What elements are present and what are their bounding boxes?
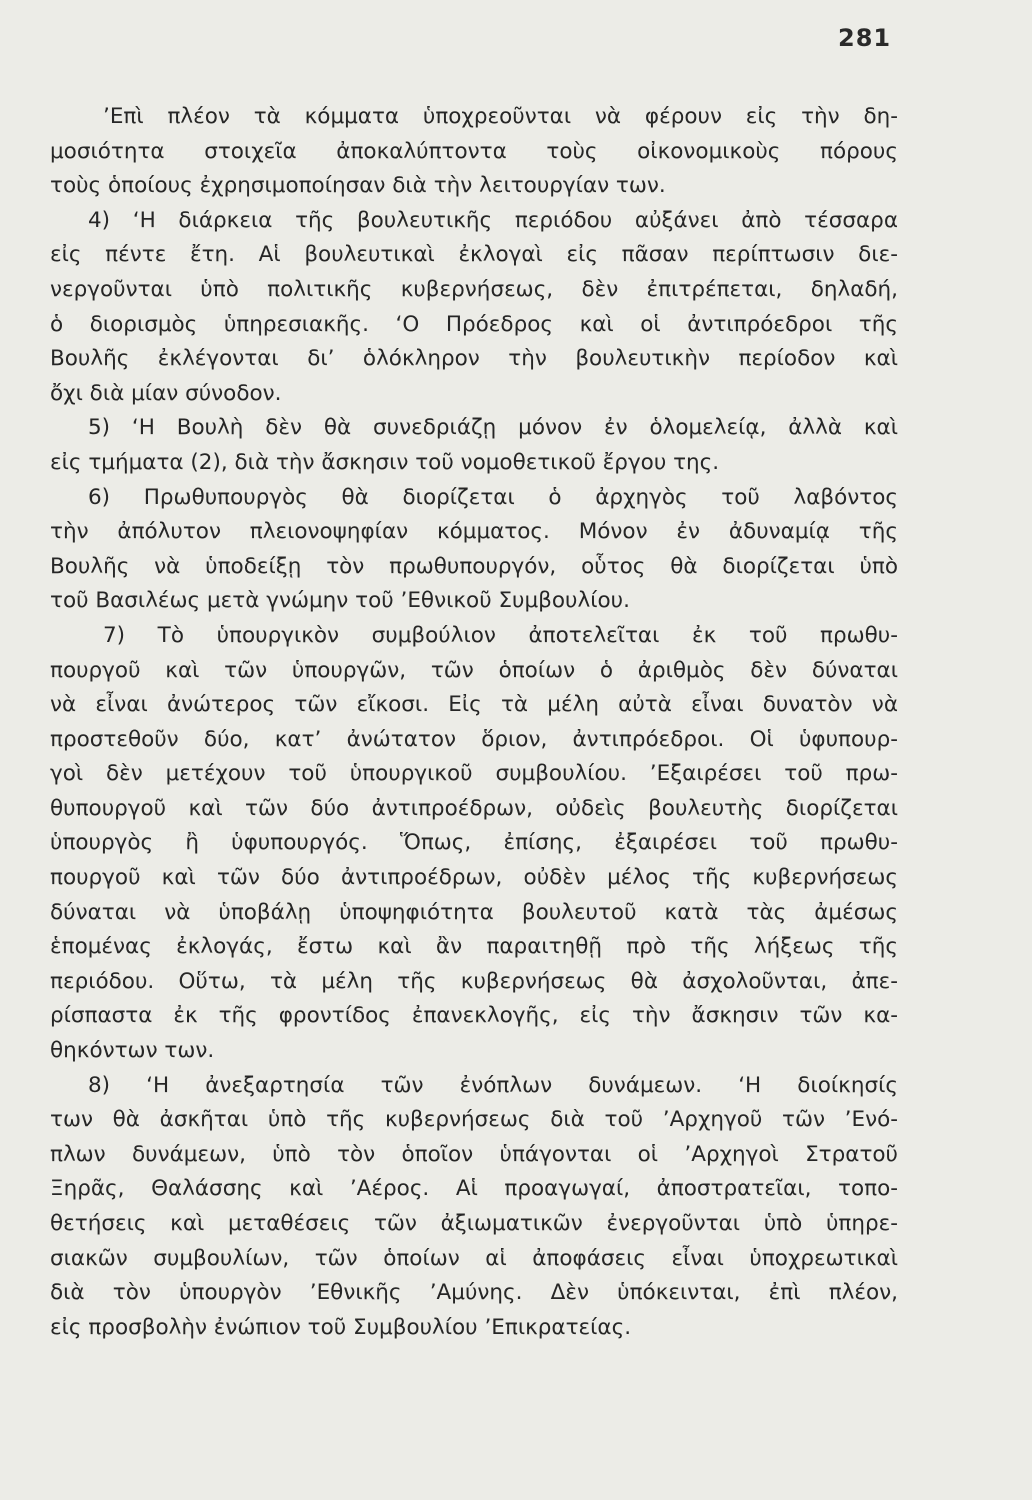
- page-number: 281: [838, 24, 892, 52]
- text-line: πουργοῦ καὶ τῶν δύο ἀντιπροέδρων, οὐδὲν μέλος τῆς κυβερνήσεως: [50, 865, 898, 891]
- text-line: νεργοῦνται ὑπὸ πολιτικῆς κυβερνήσεως, δὲν ἐπιτρέπεται, δηλαδή,: [50, 276, 898, 302]
- text-line: θηκόντων των.: [50, 1038, 215, 1064]
- text-line: 5) ‘Η Βουλὴ δὲν θὰ συνεδριάζῃ μόνον ἐν ὁλομελείᾳ, ἀλλὰ καὶ: [88, 415, 898, 441]
- text-line: ὄχι διὰ μίαν σύνοδον.: [50, 380, 282, 406]
- text-line: πλων δυνάμεων, ὑπὸ τὸν ὁποῖον ὑπάγονται οἱ ’Αρχηγοὶ Στρατοῦ: [50, 1141, 898, 1167]
- text-line: διὰ τὸν ὑπουργὸν ’Εθνικῆς ’Αμύνης. Δὲν ὑπόκεινται, ἐπὶ πλέον,: [50, 1280, 898, 1306]
- text-line: νὰ εἶναι ἀνώτερος τῶν εἴκοσι. Εἰς τὰ μέλη αὐτὰ εἶναι δυνατὸν νὰ: [50, 692, 898, 718]
- body-text: [50, 100, 898, 1345]
- text-line: 4) ‘Η διάρκεια τῆς βουλευτικῆς περιόδου αὐξάνει ἀπὸ τέσσαρα: [88, 207, 898, 233]
- text-line: ὁ διορισμὸς ὑπηρεσιακῆς. ‘Ο Πρόεδρος καὶ οἱ ἀντιπρόεδροι τῆς: [50, 311, 898, 337]
- text-line: 7) Τὸ ὑπουργικὸν συμβούλιον ἀποτελεῖται ἐκ τοῦ πρωθυ-: [103, 622, 898, 648]
- text-line: ἑπομένας ἐκλογάς, ἔστω καὶ ἂν παραιτηθῇ πρὸ τῆς λήξεως τῆς: [50, 934, 898, 960]
- text-line: δύναται νὰ ὑποβάλῃ ὑποψηφιότητα βουλευτοῦ κατὰ τὰς ἀμέσως: [50, 899, 898, 925]
- text-line: τοῦ Βασιλέως μετὰ γνώμην τοῦ ’Εθνικοῦ Συμβουλίου.: [50, 588, 630, 614]
- text-line: θυπουργοῦ καὶ τῶν δύο ἀντιπροέδρων, οὐδεὶς βουλευτὴς διορίζεται: [50, 795, 898, 821]
- text-line: ’Επὶ πλέον τὰ κόμματα ὑποχρεοῦνται νὰ φέρουν εἰς τὴν δη-: [103, 104, 898, 129]
- text-line: 6) Πρωθυπουργὸς θὰ διορίζεται ὁ ἀρχηγὸς τοῦ λαβόντος: [88, 484, 898, 510]
- text-line: μοσιότητα στοιχεῖα ἀποκαλύπτοντα τοὺς οἰκονομικοὺς πόρους: [50, 138, 898, 164]
- text-line: πουργοῦ καὶ τῶν ὑπουργῶν, τῶν ὁποίων ὁ ἀριθμὸς δὲν δύναται: [50, 657, 898, 683]
- text-line: ρίσπαστα ἐκ τῆς φροντίδος ἐπανεκλογῆς, εἰς τὴν ἄσκησιν τῶν κα-: [50, 1003, 898, 1029]
- text-line: θετήσεις καὶ μεταθέσεις τῶν ἀξιωματικῶν ἐνεργοῦνται ὑπὸ ὑπηρε-: [50, 1211, 898, 1236]
- text-line: 8) ‘Η ἀνεξαρτησία τῶν ἐνόπλων δυνάμεων. ‘Η διοίκησίς: [88, 1072, 898, 1098]
- text-line: Βουλῆς νὰ ὑποδείξῃ τὸν πρωθυπουργόν, οὗτος θὰ διορίζεται ὑπὸ: [50, 553, 898, 579]
- text-line: σιακῶν συμβουλίων, τῶν ὁποίων αἱ ἀποφάσεις εἶναι ὑποχρεωτικαὶ: [50, 1245, 898, 1271]
- text-line: τοὺς ὁποίους ἐχρησιμοποίησαν διὰ τὴν λειτουργίαν των.: [50, 173, 666, 199]
- text-line: τὴν ἀπόλυτον πλειονοψηφίαν κόμματος. Μόνον ἐν ἀδυναμίᾳ τῆς: [50, 519, 898, 545]
- text-line: Βουλῆς ἐκλέγονται δι’ ὁλόκληρον τὴν βουλευτικὴν περίοδον καὶ: [50, 346, 898, 372]
- text-line: γοὶ δὲν μετέχουν τοῦ ὑπουργικοῦ συμβουλίου. ’Εξαιρέσει τοῦ πρω-: [50, 761, 898, 787]
- text-line: ὑπουργὸς ἢ ὑφυπουργός. Ὅπως, ἐπίσης, ἐξαιρέσει τοῦ πρωθυ-: [50, 830, 898, 856]
- text-line: περιόδου. Οὕτω, τὰ μέλη τῆς κυβερνήσεως θὰ ἀσχολοῦνται, ἀπε-: [50, 968, 898, 994]
- text-line: προστεθοῦν δύο, κατ’ ἀνώτατον ὅριον, ἀντιπρόεδροι. Οἱ ὑφυπουρ-: [50, 726, 898, 752]
- text-line: εἰς τμήματα (2), διὰ τὴν ἄσκησιν τοῦ νομοθετικοῦ ἔργου της.: [50, 449, 720, 475]
- text-line: των θὰ ἀσκῆται ὑπὸ τῆς κυβερνήσεως διὰ τοῦ ’Αρχηγοῦ τῶν ’Ενό-: [50, 1107, 898, 1133]
- text-line: Ξηρᾶς, Θαλάσσης καὶ ’Αέρος. Αἱ προαγωγαί, ἀποστρατεῖαι, τοπο-: [50, 1176, 898, 1202]
- text-line: εἰς προσβολὴν ἐνώπιον τοῦ Συμβουλίου ’Επικρατείας.: [50, 1314, 632, 1340]
- text-line: εἰς πέντε ἔτη. Αἱ βουλευτικαὶ ἐκλογαὶ εἰς πᾶσαν περίπτωσιν διε-: [50, 242, 898, 268]
